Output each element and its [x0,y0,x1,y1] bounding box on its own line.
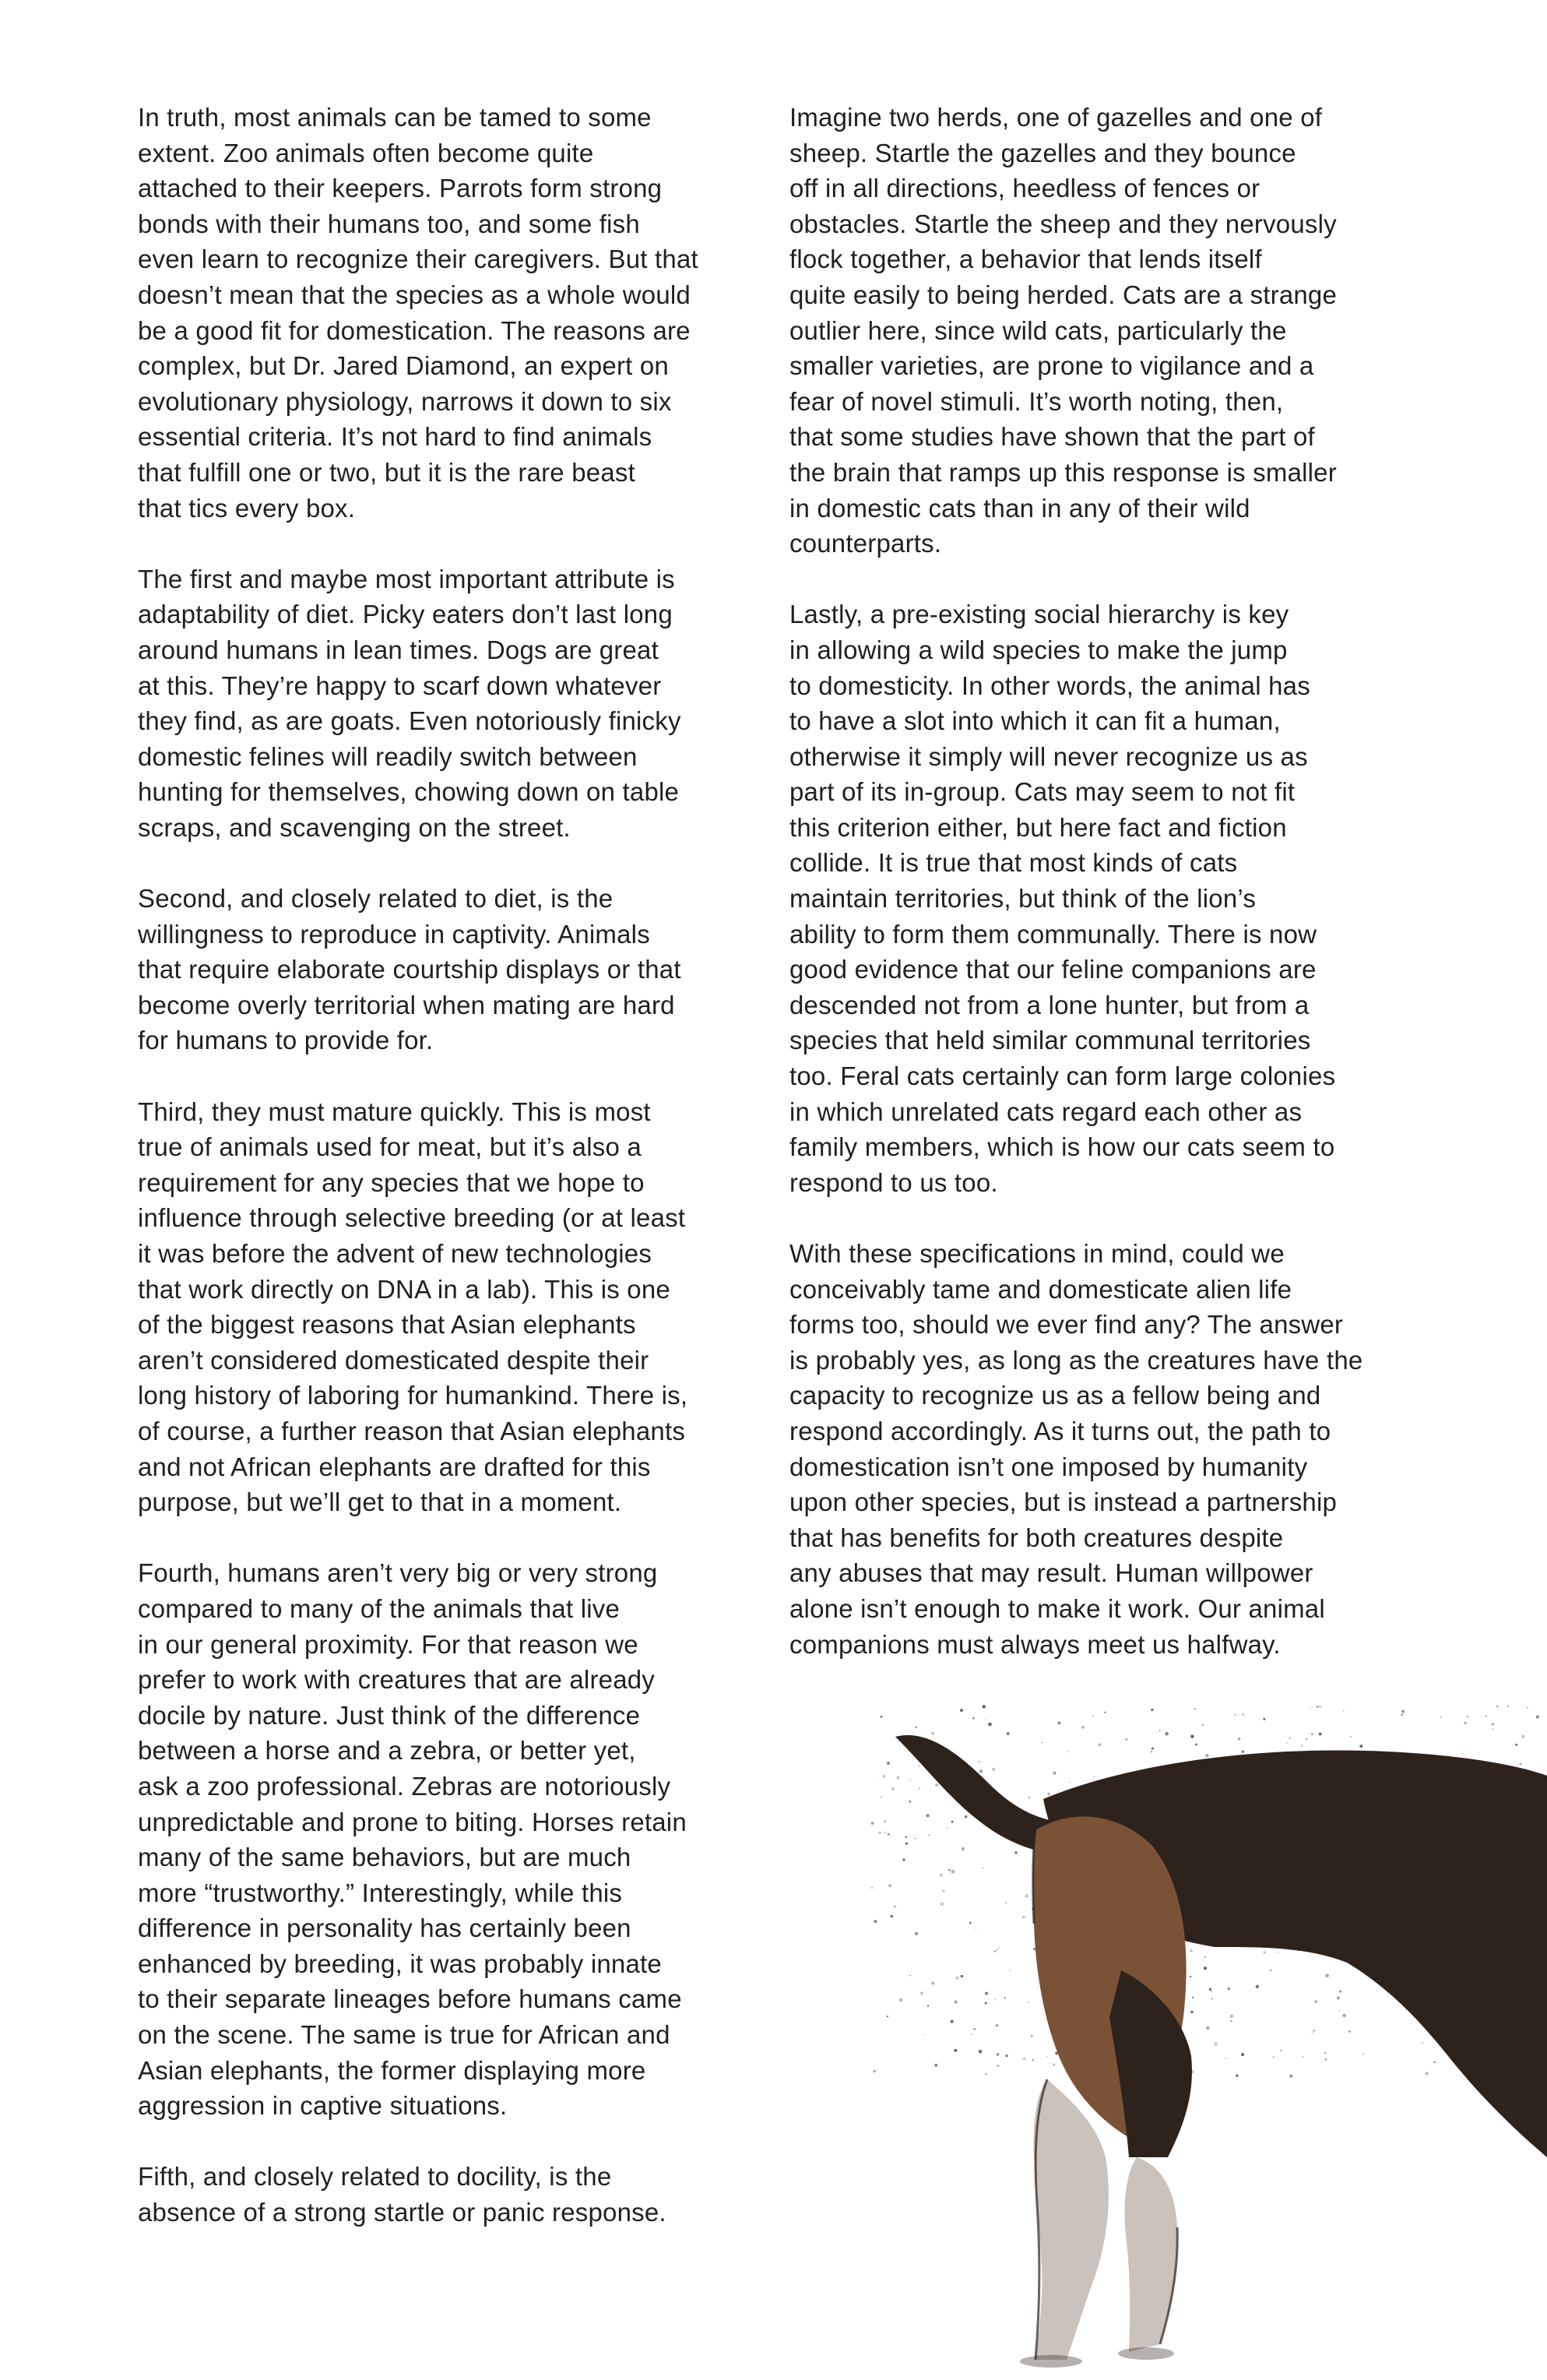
text-line: capacity to recognize us as a fellow being and [789,1381,1321,1410]
ink-speckle [988,1723,992,1727]
text-line: more “trustworthy.” Interestingly, while this [138,1878,623,1907]
ink-speckle [1053,1771,1056,1774]
text-line: they find, as are goats. Even notoriously finicky [138,706,681,736]
text-line: doesn’t mean that the species as a whole would [138,280,691,309]
ink-speckle [994,1951,996,1952]
text-line: on the scene. The same is true for African and [138,2020,670,2050]
text-line: of the biggest reasons that Asian elephants [138,1310,636,1340]
ink-speckle [1004,1997,1006,1998]
ink-speckle [909,1801,911,1803]
ink-speckle [1093,1715,1094,1716]
text-line: sheep. Startle the gazelles and they bounce [789,138,1296,167]
ground-shadow [1020,2355,1082,2368]
text-line: the brain that ramps up this response is smaller [789,457,1337,487]
ink-speckle [969,1921,972,1924]
text-line: smaller varieties, are prone to vigilance and a [789,351,1314,381]
paragraph [138,1555,761,2124]
ink-speckle [984,1719,986,1720]
text-line: between a horse and a zebra, or better yet, [138,1736,636,1766]
paragraph [138,2159,761,2230]
ink-speckle [965,1815,968,1818]
ink-speckle [1205,1754,1208,1757]
ink-speckle [902,1858,905,1861]
ink-speckle [1241,2053,1244,2056]
ink-speckle [1343,1710,1345,1712]
text-line: alone isn’t enough to make it work. Our animal [789,1593,1325,1623]
ink-speckle [920,1991,923,1994]
text-line: maintain territories, but think of the lion’s [789,884,1257,914]
text-line: that work directly on DNA in a lab). This is one [138,1274,670,1304]
ink-speckle [1464,1722,1467,1725]
ink-speckle [1342,2014,1346,2018]
text-line: The first and maybe most important attribute is [138,564,675,593]
ink-speckle [1159,1730,1161,1731]
ink-speckle [992,1768,995,1771]
text-line: even learn to recognize their caregivers. But that [138,245,698,274]
ink-speckle [1204,1956,1206,1958]
text-line: species that held similar communal territories [789,1026,1311,1055]
ink-speckle [1286,1742,1288,1744]
ink-speckle [1492,1729,1493,1730]
dog-hindquarters-illustration-icon [841,1690,1547,2380]
text-line: influence through selective breeding (or at least [138,1203,686,1233]
ink-speckle [1461,1753,1463,1755]
ink-speckle [1047,1793,1050,1796]
ink-speckle [884,1832,886,1833]
text-line: requirement for any species that we hope to [138,1167,645,1197]
ink-speckle [997,1949,998,1950]
ink-speckle [1440,1716,1441,1717]
text-line: part of its in-group. Cats may seem to not fit [789,777,1296,807]
text-line: absence of a strong startle or panic response. [138,2198,666,2227]
text-line: Lastly, a pre-existing social hierarchy is key [789,600,1289,629]
ink-speckle [1351,1736,1352,1737]
ink-speckle [1485,1716,1487,1717]
text-line: docile by nature. Just think of the difference [138,1700,641,1730]
text-line: complex, but Dr. Jared Diamond, an expert on [138,351,669,381]
ink-speckle [1053,2064,1055,2066]
ink-speckle [940,1874,943,1877]
ink-speckle [951,1821,954,1823]
text-line: adaptability of diet. Picky eaters don’t last long [138,600,673,629]
text-line: domestication isn’t one imposed by humanity [789,1452,1308,1481]
ink-speckle [1025,1894,1028,1898]
text-line: companions must always meet us halfway. [789,1629,1281,1659]
text-line: extent. Zoo animals often become quite [138,138,594,167]
text-line: that fulfill one or two, but it is the rare beast [138,457,635,487]
text-line: that tics every box. [138,493,356,523]
ink-speckle [1519,1762,1521,1765]
ink-speckle [1301,1745,1303,1747]
ink-speckle [899,1998,903,2002]
text-line: that has benefits for both creatures despite [789,1523,1284,1552]
text-line: With these specifications in mind, could we [789,1239,1285,1268]
ink-speckle [1314,2000,1317,2003]
text-line: any abuses that may result. Human willpower [789,1558,1313,1588]
ink-speckle [1337,1996,1340,1999]
text-line: otherwise it simply will never recognize us as [789,741,1308,771]
ink-speckle [1256,1985,1259,1988]
ink-speckle [1190,1949,1192,1952]
ink-speckle [1214,2042,1218,2046]
ink-speckle [884,1820,886,1822]
paragraph [138,881,761,1058]
ink-speckle [994,1999,995,2000]
ink-speckle [1401,1710,1405,1713]
text-line: prefer to work with creatures that are already [138,1665,655,1695]
text-line: obstacles. Startle the sheep and they nervously [789,209,1337,238]
ink-speckle [1312,2032,1313,2033]
text-line: that some studies have shown that the part of [789,422,1315,452]
ink-speckle [1195,1744,1197,1746]
ink-speckle [1194,1709,1196,1710]
ink-speckle [935,1783,938,1787]
text-line: ask a zoo professional. Zebras are notoriously [138,1771,671,1801]
ink-speckle [1099,1743,1102,1746]
text-line: in domestic cats than in any of their wild [789,493,1250,523]
ink-speckle [1426,2072,1429,2075]
ink-speckle [985,2002,987,2004]
ink-speckle [997,2065,999,2066]
ink-speckle [948,1869,951,1871]
ink-speckle [1264,1952,1266,1954]
ink-speckle [1031,2035,1033,2037]
paragraph [138,100,761,526]
ink-speckle [871,1886,874,1889]
text-line: good evidence that our feline companions are [789,955,1317,984]
ink-speckle [1206,2026,1209,2030]
ink-speckle [1190,1734,1194,1737]
text-line: essential criteria. It’s not hard to find animals [138,422,652,452]
ink-speckle [1496,1706,1499,1708]
ink-speckle [887,2016,888,2017]
text-line: many of the same behaviors, but are much [138,1843,631,1872]
ink-speckle [1225,2058,1226,2059]
ink-speckle [1165,1732,1169,1736]
ink-speckle [1338,2010,1340,2012]
ink-speckle [1269,1969,1271,1971]
ink-speckle [943,1890,945,1892]
paragraph [138,1094,761,1520]
text-line: is probably yes, as long as the creatures have the [789,1345,1363,1375]
ink-speckle [951,1870,955,1874]
ink-speckle [1230,2015,1233,2018]
text-line: off in all directions, heedless of fences or [789,174,1260,203]
ink-speckle [1192,1997,1194,1998]
text-line: willingness to reproduce in captivity. Animals [138,919,650,949]
ink-speckle [1289,1737,1291,1739]
text-line: for humans to provide for. [138,1026,434,1055]
ink-speckle [890,1915,893,1918]
ink-speckle [1278,1952,1279,1953]
ink-speckle [1202,1724,1204,1726]
ink-speckle [1280,2050,1282,2051]
text-line: compared to many of the animals that live [138,1593,621,1623]
ink-speckle [1028,1797,1031,1799]
ink-speckle [881,1716,883,1718]
text-line: aggression in captive situations. [138,2091,508,2121]
ink-speckle [1311,1733,1313,1735]
ink-speckle [1536,1716,1539,1719]
text-line: evolutionary physiology, narrows it down to six [138,386,672,416]
ink-speckle [1190,1976,1191,1977]
ink-speckle [983,1705,986,1708]
paragraph [789,100,1412,562]
text-line: fear of novel stimuli. It’s worth noting, then, [789,386,1284,416]
ink-speckle [954,2000,957,2003]
ink-speckle [1433,2061,1436,2064]
ink-speckle [1303,2056,1304,2058]
ink-speckle [919,1766,920,1767]
ink-speckle [955,1977,958,1980]
text-line: attached to their keepers. Parrots form strong [138,174,663,203]
ink-speckle [983,1867,984,1868]
text-line: flock together, a behavior that lends itself [789,245,1262,274]
ink-speckle [894,1905,896,1907]
ink-speckle [1325,1973,1329,1977]
ink-speckle [1151,1751,1152,1752]
text-line: true of animals used for meat, but it’s also a [138,1132,642,1162]
ink-speckle [996,2024,998,2026]
text-line: long history of laboring for humankind. There is, [138,1381,688,1410]
text-line: of course, a further reason that Asian elephants [138,1416,686,1445]
ink-speckle [1093,1776,1095,1778]
ink-speckle [1467,1716,1468,1717]
text-line: unpredictable and prone to biting. Horses retain [138,1807,687,1836]
ink-speckle [985,1992,988,1995]
ink-speckle [1151,1748,1154,1750]
text-line: hunting for themselves, chowing down on table [138,777,680,807]
ink-speckle [954,2049,957,2052]
ink-speckle [979,2050,983,2054]
ink-speckle [1104,1712,1106,1713]
ink-speckle [972,1717,975,1720]
ink-speckle [931,1732,934,1735]
ink-speckle [934,2064,937,2067]
text-line: to their separate lineages before humans came [138,1984,682,2014]
text-line: Imagine two herds, one of gazelles and one of [789,103,1323,132]
ink-speckle [887,1762,890,1765]
text-line: in which unrelated cats regard each other as [789,1097,1303,1126]
paragraph [789,1236,1412,1662]
text-line: collide. It is true that most kinds of cats [789,848,1238,878]
ink-speckle [1339,1991,1341,1993]
text-line: respond to us too. [789,1167,998,1197]
dog-hind-leg-lower [1034,2079,1109,2360]
ink-speckle [961,1975,963,1977]
text-line: it was before the advent of new technologies [138,1239,652,1268]
text-line: enhanced by breeding, it was probably innate [138,1949,662,1978]
ink-speckle [1401,1713,1403,1716]
ink-speckle [985,2073,987,2075]
ink-speckle [973,2028,976,2030]
text-line: in allowing a wild species to make the jump [789,635,1288,664]
dog-front-leg-lower [1125,2157,1178,2352]
ink-speckle [1028,2002,1029,2003]
text-line: descended not from a lone hunter, but from a [789,990,1310,1019]
ink-speckle [971,2033,972,2035]
ink-speckle [1317,1706,1319,1708]
text-line: outlier here, since wild cats, particularly the [789,315,1287,345]
ink-speckle [1009,1970,1011,1971]
ink-speckle [1515,1744,1517,1746]
ink-speckle [1151,1709,1153,1711]
ink-speckle [1521,1735,1524,1738]
ink-speckle [883,1775,885,1777]
ink-speckle [1211,1998,1213,2000]
ink-speckle [1236,2074,1238,2076]
ink-speckle [1014,1851,1018,1854]
ink-speckle [1319,1733,1322,1736]
text-line: and not African elephants are drafted for this [138,1452,651,1481]
text-line: this criterion either, but here fact and fiction [789,812,1287,842]
ink-speckle [916,1727,918,1729]
ink-speckle [1023,2058,1025,2059]
ink-speckle [978,1761,979,1762]
ink-speckle [888,1833,890,1836]
text-line: upon other species, but is instead a partnership [789,1488,1338,1517]
ink-speckle [926,1814,930,1817]
ink-speckle [905,1843,908,1845]
ink-speckle [1050,2062,1051,2063]
ink-speckle [1507,1706,1509,1707]
ink-speckle [1190,2011,1193,2013]
text-line: to have a slot into which it can fit a human, [789,706,1281,736]
text-line: conceivably tame and domesticate alien life [789,1274,1292,1304]
text-line: family members, which is how our cats seem to [789,1132,1335,1162]
ground-shadow [1118,2347,1174,2360]
ink-speckle [1238,1737,1241,1741]
ink-speckle [909,1975,911,1977]
ink-speckle [1348,2030,1350,2032]
ink-speckle [1125,1738,1127,1741]
ink-speckle [1046,2056,1048,2058]
text-line: domestic felines will readily switch between [138,741,638,771]
ink-speckle [905,1836,907,1838]
ink-speckle [888,1884,891,1887]
text-line: too. Feral cats certainly can form large colonies [789,1061,1336,1091]
ink-speckle [1210,1990,1211,1991]
ink-speckle [1204,1966,1207,1970]
ink-speckle [1005,1902,1007,1903]
ink-speckle [1081,1726,1085,1729]
ink-speckle [931,1982,934,1985]
ink-speckle [1235,1714,1236,1716]
ink-speckle [1243,1713,1244,1715]
ink-speckle [1527,1707,1528,1709]
right-text-column [789,100,1412,1698]
ink-speckle [914,1838,916,1840]
left-text-column [138,100,761,2266]
ink-speckle [919,1788,920,1790]
paragraph [789,597,1412,1200]
text-line: respond accordingly. As it turns out, the path to [789,1416,1331,1445]
text-line: Second, and closely related to diet, is the [138,884,614,914]
ink-speckle [998,1947,1000,1949]
ink-speckle [941,1903,944,1906]
text-line: quite easily to being herded. Cats are a strange [789,280,1338,309]
ink-speckle [929,1834,930,1836]
text-line: be a good fit for domestication. The reasons are [138,315,691,345]
ink-speckle [1007,1732,1010,1735]
text-line: that require elaborate courtship displays or that [138,955,681,984]
ink-speckle [947,1828,948,1829]
ink-speckle [1492,1723,1494,1725]
ink-speckle [1273,2057,1275,2058]
ink-speckle [997,2053,1000,2056]
ink-speckle [1067,1751,1069,1752]
text-line: around humans in lean times. Dogs are great [138,635,659,664]
ink-speckle [1242,1751,1244,1753]
text-line: ability to form them communally. There is now [789,919,1317,949]
ink-speckle [927,2005,929,2006]
ink-speckle [1263,1718,1265,1720]
ink-speckle [962,1847,965,1850]
ink-speckle [871,1822,874,1825]
text-line: at this. They’re happy to scarf down whatever [138,671,662,700]
ink-speckle [1320,1706,1321,1707]
ink-speckle [915,1932,918,1935]
paragraph [138,562,761,846]
text-line: In truth, most animals can be tamed to some [138,103,652,132]
ink-speckle [878,1831,881,1834]
ink-speckle [1032,2059,1034,2061]
ink-speckle [951,2020,954,2023]
ink-speckle [891,1787,895,1790]
ink-speckle [979,1769,983,1773]
ink-speckle [1422,2042,1423,2044]
text-line: to domesticity. In other words, the animal has [789,671,1310,700]
ink-speckle [874,1920,877,1923]
ink-speckle [1306,1738,1308,1741]
text-line: purpose, but we’ll get to that in a moment. [138,1488,622,1517]
ink-speckle [1070,1782,1071,1783]
ink-speckle [873,2070,875,2072]
ink-speckle [1325,2058,1327,2060]
text-line: in our general proximity. For that reason we [138,1629,638,1659]
ink-speckle [881,1797,882,1798]
text-line: difference in personality has certainly been [138,1914,631,1943]
ink-speckle [1313,2030,1315,2031]
ink-speckle [1058,1721,1061,1724]
text-line: forms too, should we ever find any? The answer [789,1310,1344,1340]
text-line: Third, they must mature quickly. This is most [138,1097,651,1126]
text-line: scraps, and scavenging on the street. [138,812,571,842]
ink-speckle [1022,1916,1025,1918]
ink-speckle [1228,1987,1231,1991]
ink-speckle [1289,2075,1292,2078]
ink-speckle [1037,1987,1039,1988]
ink-speckle [960,1709,963,1712]
ink-speckle [909,1780,911,1781]
text-line: Fourth, humans aren’t very big or very strong [138,1558,658,1588]
ink-speckle [1324,2052,1326,2054]
text-line: become overly territorial when mating are hard [138,990,675,1019]
ink-speckle [1033,1948,1035,1950]
ink-speckle [1230,2020,1232,2022]
text-line: Asian elephants, the former displaying more [138,2055,646,2085]
text-line: aren’t considered domesticated despite their [138,1345,649,1375]
ink-speckle [1005,2054,1007,2057]
ink-speckle [976,1928,977,1930]
ink-speckle [1359,1745,1362,1748]
text-line: counterparts. [789,529,942,558]
ink-speckle [897,1776,900,1779]
text-line: Fifth, and closely related to docility, is the [138,2162,612,2192]
ink-speckle [923,2034,925,2036]
text-line: bonds with their humans too, and some fish [138,209,640,238]
